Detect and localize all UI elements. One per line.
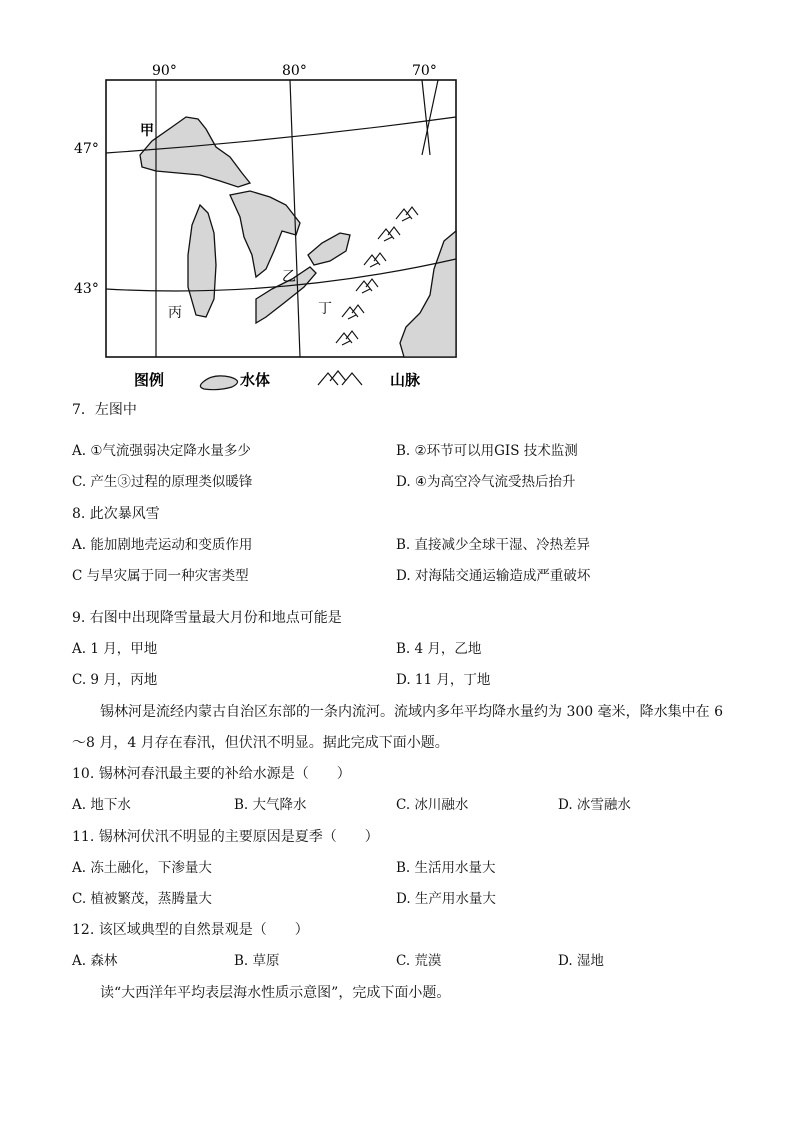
lon-label-90: 90° bbox=[152, 63, 177, 79]
question-10-option-d[interactable]: D. 冰雪融水 bbox=[558, 797, 631, 813]
question-10-stem: 10. 锡林河春汛最主要的补给水源是（ ） bbox=[72, 766, 351, 782]
question-8-option-b[interactable]: B. 直接减少全球干湿、冷热差异 bbox=[396, 537, 591, 553]
question-7-option-c[interactable]: C. 产生③过程的原理类似暖锋 bbox=[72, 474, 253, 490]
legend-mountain-icon bbox=[318, 371, 362, 385]
question-8-stem: 8. 此次暴风雪 bbox=[72, 506, 160, 522]
question-7-option-b[interactable]: B. ②环节可以用GIS 技术监测 bbox=[396, 443, 578, 459]
question-12-option-b[interactable]: B. 草原 bbox=[234, 953, 280, 969]
latitude-line-43 bbox=[106, 259, 456, 291]
question-11-stem: 11. 锡林河伏汛不明显的主要原因是夏季（ ） bbox=[72, 829, 379, 845]
place-jia: 甲 bbox=[140, 123, 154, 139]
question-7-option-d[interactable]: D. ④为高空冷气流受热后抬升 bbox=[396, 474, 576, 490]
legend-title: 图例 bbox=[134, 371, 165, 389]
lake-michigan bbox=[188, 205, 216, 317]
question-10-option-b[interactable]: B. 大气降水 bbox=[234, 797, 307, 813]
question-7-option-a[interactable]: A. ①气流强弱决定降水量多少 bbox=[72, 443, 251, 459]
legend-water-swatch bbox=[200, 376, 237, 390]
question-10-option-c[interactable]: C. 冰川融水 bbox=[396, 797, 469, 813]
lon-label-70: 70° bbox=[412, 63, 437, 79]
question-8-option-c[interactable]: C 与旱灾属于同一种灾害类型 bbox=[72, 568, 249, 584]
question-12-option-c[interactable]: C. 荒漠 bbox=[396, 953, 442, 969]
question-9-option-b[interactable]: B. 4 月，乙地 bbox=[396, 641, 482, 657]
question-9-option-a[interactable]: A. 1 月，甲地 bbox=[72, 641, 158, 657]
question-7-stem: 7．左图中 bbox=[72, 402, 137, 418]
question-9-stem: 9. 右图中出现降雪量最大月份和地点可能是 bbox=[72, 610, 342, 626]
river-line bbox=[422, 80, 438, 155]
question-12-option-d[interactable]: D. 湿地 bbox=[558, 953, 604, 969]
lon-label-80: 80° bbox=[282, 63, 307, 79]
atlantic-intro: 读“大西洋年平均表层海水性质示意图”，完成下面小题。 bbox=[100, 985, 451, 1001]
question-10-option-a[interactable]: A. 地下水 bbox=[72, 797, 131, 813]
question-12-stem: 12. 该区域典型的自然景观是（ ） bbox=[72, 922, 309, 938]
lat-label-47: 47° bbox=[74, 141, 99, 157]
question-8-option-a[interactable]: A. 能加剧地壳运动和变质作用 bbox=[72, 537, 253, 553]
lat-label-43: 43° bbox=[74, 281, 99, 297]
xilin-river-passage: 锡林河是流经内蒙古自治区东部的一条内流河。流域内多年平均降水量约为 300 毫米，降水集中在 6～8 月，4 月存在春汛，但伏汛不明显。据此完成下面小题。 bbox=[72, 704, 723, 751]
question-8-option-d[interactable]: D. 对海陆交通运输造成严重破坏 bbox=[396, 568, 591, 584]
legend-water-label: 水体 bbox=[240, 371, 271, 389]
ocean-east bbox=[400, 231, 456, 357]
map-body bbox=[106, 80, 456, 357]
question-9-option-c[interactable]: C. 9 月，丙地 bbox=[72, 672, 158, 688]
lake-ontario bbox=[308, 233, 350, 265]
question-11-option-b[interactable]: B. 生活用水量大 bbox=[396, 860, 496, 876]
place-yi: 乙 bbox=[282, 269, 296, 285]
question-9-option-d[interactable]: D. 11 月，丁地 bbox=[396, 672, 491, 688]
great-lakes-map bbox=[60, 55, 480, 395]
meridian-70 bbox=[422, 80, 430, 155]
legend-mountain-label: 山脉 bbox=[390, 371, 421, 389]
question-12-option-a[interactable]: A. 森林 bbox=[72, 953, 118, 969]
question-11-option-c[interactable]: C. 植被繁茂，蒸腾量大 bbox=[72, 891, 212, 907]
question-11-option-d[interactable]: D. 生产用水量大 bbox=[396, 891, 496, 907]
place-bing: 丙 bbox=[168, 305, 182, 321]
mountain-range bbox=[336, 207, 418, 345]
lake-huron bbox=[230, 191, 300, 277]
question-11-option-a[interactable]: A. 冻土融化，下渗量大 bbox=[72, 860, 212, 876]
place-ding: 丁 bbox=[318, 301, 332, 317]
